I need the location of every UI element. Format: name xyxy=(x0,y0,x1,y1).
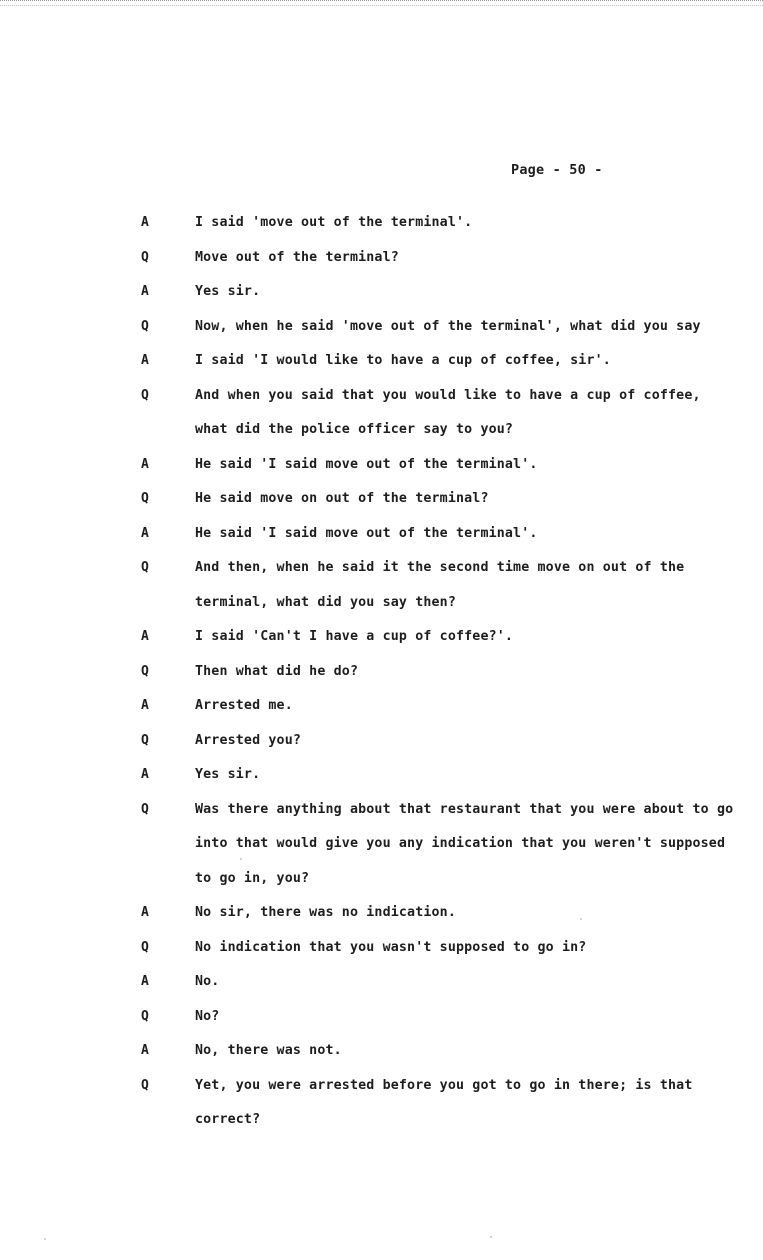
speaker-label: A xyxy=(141,525,149,541)
transcript-entry xyxy=(0,551,763,620)
transcript-entry xyxy=(0,379,763,448)
transcript-entry xyxy=(0,344,763,379)
transcript-entry xyxy=(0,1034,763,1069)
transcript-entry xyxy=(0,655,763,690)
scan-speck xyxy=(44,1238,46,1240)
scan-speck xyxy=(580,918,582,920)
speaker-label: Q xyxy=(141,387,149,403)
speaker-label: Q xyxy=(141,318,149,334)
transcript-entry xyxy=(0,793,763,897)
transcript xyxy=(0,206,763,1138)
testimony-text: I said 'I would like to have a cup of coffee, sir'. xyxy=(195,353,611,368)
transcript-entry xyxy=(0,758,763,793)
transcript-entry xyxy=(0,896,763,931)
transcript-entry xyxy=(0,206,763,241)
scan-top-edge xyxy=(0,0,763,6)
transcript-entry xyxy=(0,517,763,552)
testimony-text: Yes sir. xyxy=(195,767,261,782)
transcript-entry xyxy=(0,482,763,517)
scan-speck xyxy=(490,1236,492,1238)
speaker-label: Q xyxy=(141,1008,149,1024)
speaker-label: Q xyxy=(141,249,149,265)
speaker-label: A xyxy=(141,698,149,713)
speaker-label: Q xyxy=(141,1077,149,1093)
testimony-text: Then what did he do? xyxy=(195,663,359,679)
testimony-text: He said move on out of the terminal? xyxy=(195,491,489,506)
testimony-text: He said 'I said move out of the terminal'. xyxy=(195,456,538,472)
testimony-text: Yes sir. xyxy=(195,284,261,299)
testimony-text: No? xyxy=(195,1008,220,1024)
testimony-text: Arrested me. xyxy=(195,698,293,713)
speaker-label: A xyxy=(141,767,149,782)
testimony-text: I said 'Can't I have a cup of coffee?'. xyxy=(195,629,514,644)
testimony-text: No, there was not. xyxy=(195,1043,342,1058)
transcript-entry xyxy=(0,620,763,655)
speaker-label: Q xyxy=(141,491,149,506)
transcript-entry xyxy=(0,275,763,310)
transcript-entry xyxy=(0,931,763,966)
speaker-label: A xyxy=(141,974,149,989)
transcript-entry xyxy=(0,1069,763,1138)
testimony-text: Was there anything about that restaurant that you were about to go into that would give you any indication that you weren't supposed to go in, you? xyxy=(195,801,734,886)
testimony-text: Yet, you were arrested before you got to go in there; is that correct? xyxy=(195,1077,693,1127)
speaker-label: Q xyxy=(141,560,149,575)
speaker-label: Q xyxy=(141,801,149,817)
testimony-text: Now, when he said 'move out of the terminal', what did you say xyxy=(195,318,701,334)
transcript-entry xyxy=(0,724,763,759)
transcript-entry xyxy=(0,448,763,483)
page-number: Page - 50 - xyxy=(511,162,603,178)
transcript-entry xyxy=(0,241,763,276)
speaker-label: A xyxy=(141,629,149,644)
testimony-text: I said 'move out of the terminal'. xyxy=(195,215,473,230)
transcript-entry xyxy=(0,1000,763,1035)
speaker-label: Q xyxy=(141,939,149,955)
testimony-text: And when you said that you would like to have a cup of coffee, what did the police officer say to you? xyxy=(195,387,701,437)
speaker-label: Q xyxy=(141,663,149,679)
speaker-label: A xyxy=(141,1043,149,1058)
testimony-text: No indication that you wasn't supposed to go in? xyxy=(195,939,587,955)
speaker-label: A xyxy=(141,905,149,920)
testimony-text: No. xyxy=(195,974,220,989)
testimony-text: Arrested you? xyxy=(195,732,302,748)
speaker-label: A xyxy=(141,284,149,299)
speaker-label: Q xyxy=(141,732,149,748)
testimony-text: No sir, there was no indication. xyxy=(195,905,456,920)
speaker-label: A xyxy=(141,353,149,368)
testimony-text: And then, when he said it the second time move on out of the terminal, what did you say then? xyxy=(195,560,685,610)
testimony-text: He said 'I said move out of the terminal'. xyxy=(195,525,538,541)
scan-speck xyxy=(240,858,242,860)
speaker-label: A xyxy=(141,215,149,230)
transcript-entry xyxy=(0,965,763,1000)
speaker-label: A xyxy=(141,456,149,472)
transcript-entry xyxy=(0,310,763,345)
testimony-text: Move out of the terminal? xyxy=(195,249,399,265)
transcript-entry xyxy=(0,689,763,724)
